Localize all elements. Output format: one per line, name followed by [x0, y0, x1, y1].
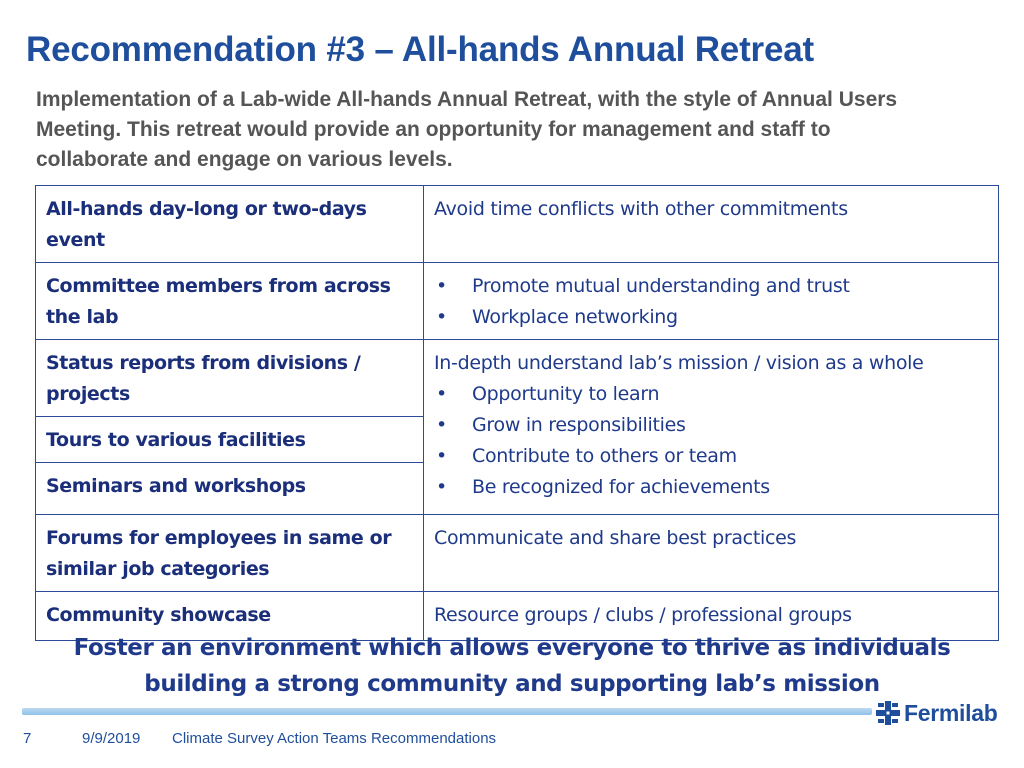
table-cell-benefit: Avoid time conflicts with other commitments [424, 186, 999, 263]
recommendation-table [35, 185, 999, 641]
fermilab-logo [876, 700, 997, 726]
list-item: • Contribute to others or team [434, 441, 988, 472]
table-row [36, 340, 999, 417]
list-item: • Opportunity to learn [434, 379, 988, 410]
benefit-intro: In-depth understand lab’s mission / vision as a whole [434, 352, 924, 374]
benefit-list [434, 271, 988, 333]
fermilab-logo-icon [876, 701, 900, 725]
table-cell-activity: Tours to various facilities [36, 417, 424, 463]
table-row [36, 186, 999, 263]
closing-line-1: Foster an environment which allows everyone to thrive as individuals [73, 635, 951, 661]
list-item: • Be recognized for achievements [434, 472, 988, 503]
page-number: 7 [23, 730, 32, 747]
closing-statement [0, 630, 1024, 702]
table-cell-activity: Forums for employees in same or similar job categories [36, 515, 424, 592]
slide-title: Recommendation #3 – All-hands Annual Retreat [26, 30, 814, 69]
slide-subtitle: Implementation of a Lab-wide All-hands Annual Retreat, with the style of Annual Users Meeting. This retreat would provide an opportunity for management and staff to collaborate and engage on various levels. [36, 88, 898, 171]
footer-date: 9/9/2019 [82, 730, 141, 747]
table-row [36, 515, 999, 592]
table-cell-benefit [424, 263, 999, 340]
table-cell-benefit [424, 340, 999, 515]
footer-divider-bar [22, 708, 872, 715]
table-cell-activity: Seminars and workshops [36, 463, 424, 515]
list-item: • Workplace networking [434, 302, 988, 333]
list-item: • Promote mutual understanding and trust [434, 271, 988, 302]
table-cell-activity: All-hands day-long or two-days event [36, 186, 424, 263]
list-item: • Grow in responsibilities [434, 410, 988, 441]
closing-line-2: building a strong community and supporting lab’s mission [144, 671, 880, 697]
table-cell-activity: Status reports from divisions / projects [36, 340, 424, 417]
table-cell-activity: Committee members from across the lab [36, 263, 424, 340]
table-cell-benefit: Resource groups / clubs / professional groups [424, 592, 999, 641]
footer-caption: Climate Survey Action Teams Recommendations [172, 730, 497, 747]
table-row [36, 263, 999, 340]
logo-text: Fermilab [904, 699, 998, 726]
benefit-list [434, 379, 988, 503]
table-cell-benefit: Communicate and share best practices [424, 515, 999, 592]
table-cell-activity: Community showcase [36, 592, 424, 641]
